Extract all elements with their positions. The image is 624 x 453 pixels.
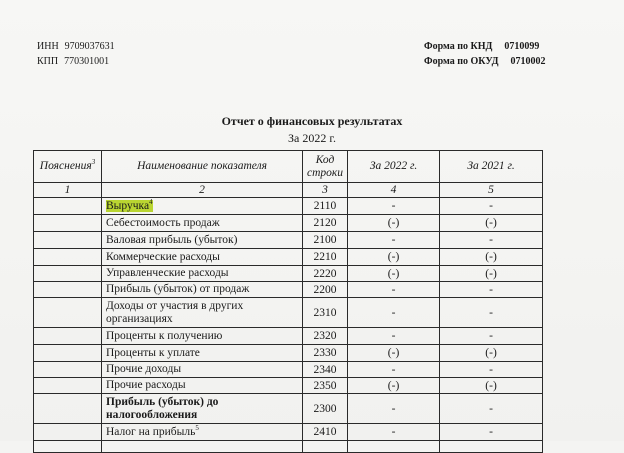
inn-line: [37, 41, 115, 53]
col-number: 4: [348, 183, 440, 198]
notes-cell: [34, 198, 102, 215]
value-2022: -: [348, 394, 440, 424]
value-2022: -: [348, 362, 440, 378]
notes-cell: [34, 249, 102, 266]
value-2022: (-): [348, 378, 440, 394]
row-code: 2340: [303, 362, 348, 378]
row-code: [303, 441, 348, 453]
notes-cell: [34, 441, 102, 453]
table-row: [34, 266, 543, 282]
table-row: [34, 282, 543, 298]
highlighted-text: Выручка$^4$: [106, 197, 153, 212]
value-2021: -: [440, 298, 543, 328]
knd-value: 0710099: [504, 41, 540, 52]
row-code: 2410: [303, 424, 348, 441]
row-code: 2220: [303, 266, 348, 282]
column-numbers-row: [34, 183, 543, 198]
col-2021-header: За 2021 г.: [440, 151, 543, 183]
row-code: 2210: [303, 249, 348, 266]
table-row: [34, 298, 543, 328]
notes-cell: [34, 394, 102, 424]
value-2022: (-): [348, 215, 440, 232]
row-name: Доходы от участия в других организациях: [102, 298, 303, 328]
col-number: 3: [303, 183, 348, 198]
value-2021: -: [440, 198, 543, 215]
value-2021: (-): [440, 345, 543, 362]
notes-cell: [34, 362, 102, 378]
table-row: [34, 232, 543, 249]
notes-cell: [34, 328, 102, 345]
table-row: [34, 394, 543, 424]
value-2022: -: [348, 198, 440, 215]
row-code: 2200: [303, 282, 348, 298]
row-name: Налог на прибыль$^5$: [102, 424, 303, 441]
value-2021: -: [440, 394, 543, 424]
table-row: [34, 362, 543, 378]
table-row: [34, 198, 543, 215]
row-code: 2100: [303, 232, 348, 249]
col-2022-header: За 2022 г.: [348, 151, 440, 183]
notes-footnote: 3: [91, 158, 96, 167]
row-name: Проценты к получению: [102, 328, 303, 345]
row-name: Управленческие расходы: [102, 266, 303, 282]
table-row: [34, 424, 543, 441]
row-name: Валовая прибыль (убыток): [102, 232, 303, 249]
value-2021: -: [440, 282, 543, 298]
row-name: Себестоимость продаж: [102, 215, 303, 232]
row-code: 2330: [303, 345, 348, 362]
okud-label: Форма по ОКУД: [424, 56, 499, 67]
knd-line: [424, 41, 539, 53]
kpp-label: КПП: [37, 56, 59, 67]
kpp-value: 770301001: [64, 56, 110, 67]
table-row: [34, 378, 543, 394]
notes-cell: [34, 215, 102, 232]
col-notes-header: Пояснения$^3$: [34, 151, 102, 183]
row-name: Коммерческие расходы: [102, 249, 303, 266]
okud-value: 0710002: [510, 56, 546, 67]
report-period: За 2022 г.: [288, 131, 336, 145]
value-2021: -: [440, 424, 543, 441]
table-row: [34, 249, 543, 266]
table-row: [34, 441, 543, 453]
notes-cell: [34, 424, 102, 441]
notes-cell: [34, 266, 102, 282]
notes-cell: [34, 345, 102, 362]
value-2021: (-): [440, 249, 543, 266]
row-code: 2320: [303, 328, 348, 345]
row-code: 2350: [303, 378, 348, 394]
header-row: [34, 151, 543, 183]
table-row: [34, 345, 543, 362]
value-2022: (-): [348, 249, 440, 266]
inn-label: ИНН: [37, 41, 59, 52]
row-name: [102, 441, 303, 453]
report-title: Отчет о финансовых результатах: [221, 114, 403, 128]
value-2021: -: [440, 232, 543, 249]
row-name: Прочие расходы: [102, 378, 303, 394]
value-2022: (-): [348, 345, 440, 362]
row-name: Прибыль (убыток) до налогообложения: [102, 394, 303, 424]
notes-cell: [34, 282, 102, 298]
value-2022: (-): [348, 266, 440, 282]
col-number: 5: [440, 183, 543, 198]
value-2021: -: [440, 328, 543, 345]
value-2022: -: [348, 328, 440, 345]
value-2022: -: [348, 424, 440, 441]
value-2021: [440, 441, 543, 453]
value-2022: [348, 441, 440, 453]
row-name: [102, 198, 303, 215]
value-2021: (-): [440, 378, 543, 394]
row-name: Прочие доходы: [102, 362, 303, 378]
row-name: Прибыль (убыток) от продаж: [102, 282, 303, 298]
row-code: 2310: [303, 298, 348, 328]
row-code: 2110: [303, 198, 348, 215]
knd-label: Форма по КНД: [424, 41, 493, 52]
row-code: 2120: [303, 215, 348, 232]
kpp-line: [37, 56, 109, 68]
notes-cell: [34, 298, 102, 328]
row-code: 2300: [303, 394, 348, 424]
value-2022: -: [348, 282, 440, 298]
value-2022: -: [348, 298, 440, 328]
inn-value: 9709037631: [64, 41, 115, 52]
financial-results-table: [33, 150, 543, 453]
value-2021: (-): [440, 215, 543, 232]
value-2022: -: [348, 232, 440, 249]
value-2021: -: [440, 362, 543, 378]
okud-line: [424, 56, 546, 68]
col-number: 2: [102, 183, 303, 198]
table-row: [34, 215, 543, 232]
col-code-header: Код строки: [303, 151, 348, 183]
row-name: Проценты к уплате: [102, 345, 303, 362]
col-number: 1: [34, 183, 102, 198]
value-2021: (-): [440, 266, 543, 282]
table-row: [34, 328, 543, 345]
col-name-header: Наименование показателя: [102, 151, 303, 183]
notes-cell: [34, 378, 102, 394]
notes-cell: [34, 232, 102, 249]
